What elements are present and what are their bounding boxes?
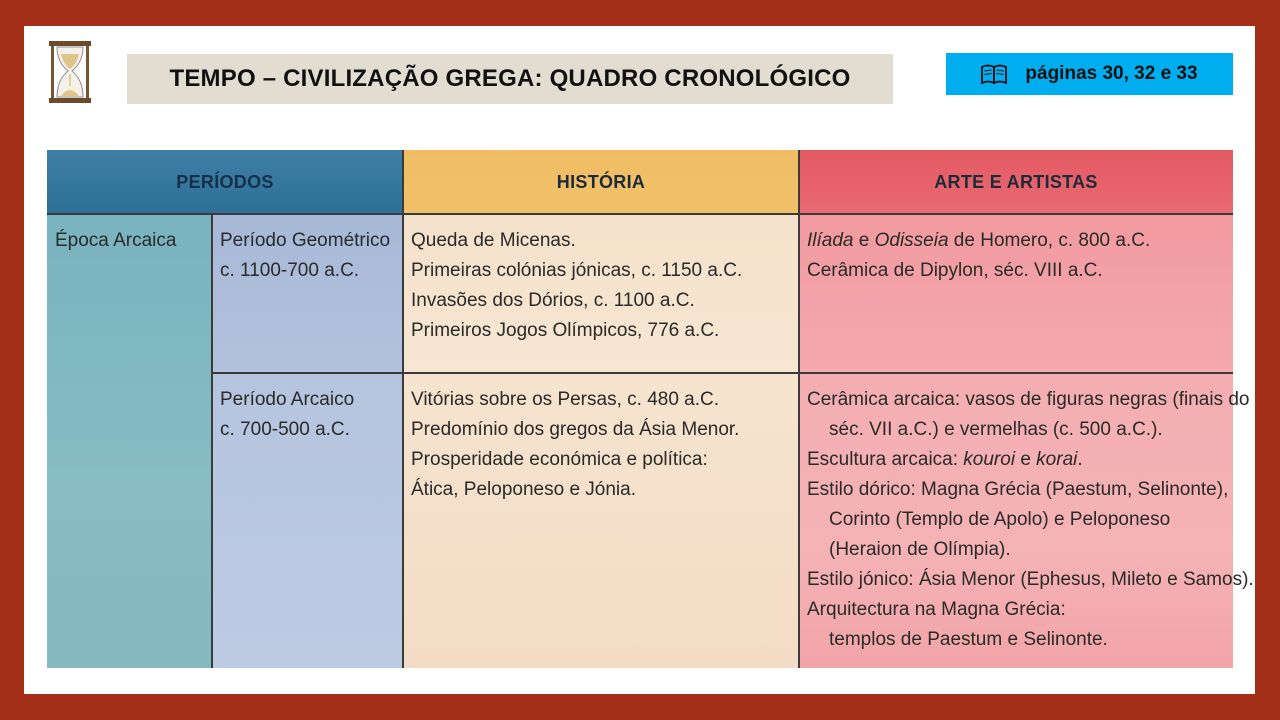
conjunction: e [853, 230, 875, 251]
divider [402, 150, 404, 668]
epoca-label: Época Arcaica [55, 230, 177, 251]
chronology-table [47, 150, 1254, 668]
historia-line: Prosperidade económica e política: [411, 449, 708, 470]
historia-line: Vitórias sobre os Persas, c. 480 a.C. [411, 389, 720, 410]
historia-line: Invasões dos Dórios, c. 1100 a.C. [411, 290, 695, 311]
divider [212, 372, 1233, 374]
cell-arte-geometrico [799, 214, 1233, 373]
kouroi-term: kouroi [963, 449, 1016, 470]
period-name: Período Arcaico [220, 389, 355, 410]
historia-line: Ática, Peloponeso e Jónia. [411, 479, 636, 500]
arte-line: Arquitectura na Magna Grécia: [807, 599, 1066, 620]
arte-line [807, 226, 1233, 256]
header-arte [799, 150, 1233, 214]
arte-line: (Heraion de Olímpia). [829, 539, 1011, 560]
pages-reference [946, 53, 1233, 95]
period-dates: c. 700-500 a.C. [220, 419, 350, 440]
cell-epoca [47, 214, 212, 668]
title-box [127, 54, 893, 104]
arte-text: de Homero, c. 800 a.C. [948, 230, 1151, 251]
divider [47, 213, 1233, 215]
korai-term: korai [1036, 449, 1078, 470]
arte-text: . [1077, 449, 1083, 470]
period-dates: c. 1100-700 a.C. [220, 260, 360, 281]
page-title: TEMPO – CIVILIZAÇÃO GREGA: QUADRO CRONOLÓGICO [169, 65, 851, 92]
header-historia-label: HISTÓRIA [556, 171, 646, 192]
arte-line [807, 445, 1233, 475]
cell-historia-arcaico [403, 373, 799, 668]
arte-line: Estilo dórico: Magna Grécia (Paestum, Selinonte), [807, 479, 1229, 500]
header-arte-label: ARTE E ARTISTAS [934, 171, 1098, 192]
header-historia [403, 150, 799, 214]
odisseia-title: Odisseia [874, 230, 949, 251]
divider [798, 150, 800, 668]
header-periodos-label: PERÍODOS [176, 171, 274, 192]
pages-label: páginas 30, 32 e 33 [1025, 63, 1198, 84]
divider [211, 214, 213, 668]
cell-periodo-arcaico [212, 373, 403, 668]
historia-line: Predomínio dos gregos da Ásia Menor. [411, 419, 740, 440]
arte-text: Escultura arcaica: [807, 449, 964, 470]
arte-line: Cerâmica de Dipylon, séc. VIII a.C. [807, 260, 1103, 281]
cell-periodo-geometrico [212, 214, 403, 373]
historia-line: Primeiras colónias jónicas, c. 1150 a.C. [411, 260, 743, 281]
arte-line: Estilo jónico: Ásia Menor (Ephesus, Mileto e Samos). [807, 569, 1254, 590]
iliada-title: Ilíada [807, 230, 854, 251]
historia-line: Primeiros Jogos Olímpicos, 776 a.C. [411, 320, 720, 341]
arte-line: Corinto (Templo de Apolo) e Peloponeso [829, 509, 1171, 530]
cell-arte-arcaico [799, 373, 1254, 668]
arte-line: séc. VII a.C.) e vermelhas (c. 500 a.C.). [829, 419, 1163, 440]
conjunction: e [1015, 449, 1037, 470]
book-icon [981, 64, 1007, 84]
slide [24, 26, 1255, 694]
hourglass-icon [48, 40, 92, 104]
historia-line: Queda de Micenas. [411, 230, 576, 251]
cell-historia-geometrico [403, 214, 799, 373]
arte-line: templos de Paestum e Selinonte. [829, 629, 1108, 650]
header-periodos [47, 150, 403, 214]
period-name: Período Geométrico [220, 230, 391, 251]
arte-line: Cerâmica arcaica: vasos de figuras negras (finais do [807, 389, 1250, 410]
